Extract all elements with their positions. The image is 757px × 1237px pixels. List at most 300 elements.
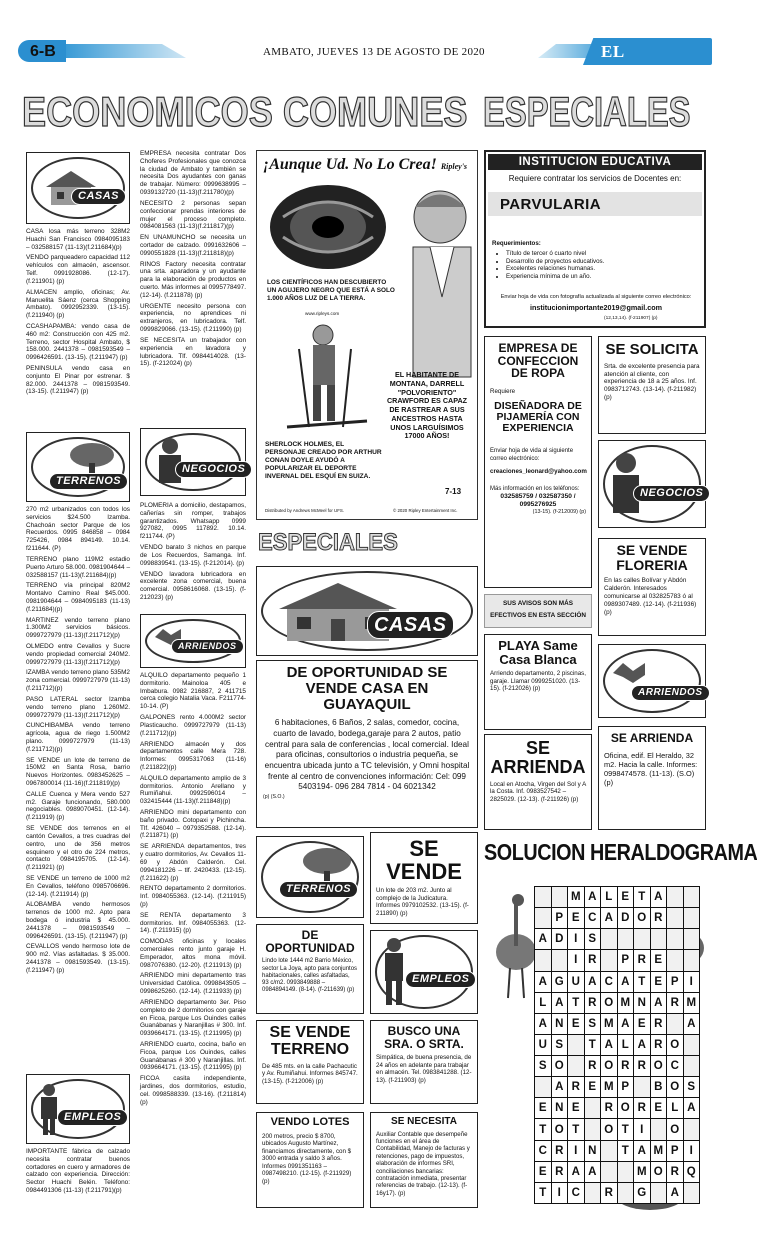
busco-body: Simpática, de buena presencia, de 24 años en adelante para trabajar en almacén. Tel. 0983841288. (12-13). (f-211903) (p) [376,1054,472,1084]
crossword-cell: A [634,1141,650,1161]
crossword-cell [667,887,683,907]
institucion-footer: Enviar hoja de vida con fotografía actualizada al siguiente correo electrónico: [500,294,692,300]
ripley-credit: Distributed by Andrews McMeel for UFS. [265,508,345,513]
classified-ad: SE VENDE dos terrenos en el cantón Cevallos, a tres cuadras del centro, uno de 356 metros esquinero y el otro de 224 metros, contacto 0984195705. (12-14). (f.211921) (p) [26,825,130,872]
crossword-cell: R [651,1035,667,1055]
crossword-cell: R [552,1141,568,1161]
casas-special-label: CASAS [367,611,454,639]
institucion-subtitle: Requiere contratar los servicios de Docentes en: [508,174,682,183]
ripley-site: www.ripleys.com [305,311,340,316]
crossword-cell: M [618,993,634,1013]
lotes-title: VENDO LOTES [270,1116,350,1128]
crossword-cell: A [618,972,634,992]
crossword-cell: B [651,1077,667,1097]
classified-ad: TERRENO plano 119M2 estadio Puerto Arturo 58.000. 0981904644 – 032588157 (11-13)(f.211684)(p) [26,555,130,579]
crossword-cell: T [634,887,650,907]
person-icon [609,451,643,515]
classified-ad: PENINSULA vendo casa en conjunto El Pinar por estrenar. $ 82.000. 2441378 – 0981593549. (13-15). (f.211947) (p) [26,365,130,396]
crossword-cell: O [601,993,617,1013]
crossword-cell: T [618,1141,634,1161]
classified-ad: ARRIENDO mini departamento con baño privado. Cotopaxi y Pichincha. Tlf. 426040 – 0979352588. (12-14). (f.211871) (p) [140,809,246,840]
crossword-cell: R [601,1098,617,1118]
crossword-cell: U [535,1035,551,1055]
institucion-ref: (12,13,14). (f-211907) (p) [604,316,658,321]
crossword-cell: P [618,1077,634,1097]
necesita-body: Auxiliar Contable que desempeñe funciones en el área de Contabilidad, Manejo de facturas y retenciones, pago de impuestos, elaboración de informes SRI, conciliaciones bancarias: contratación inmediata, presentar referencias de trabajo. (12-13). (f-16y17). (p) [376,1130,470,1197]
crossword-cell [667,950,683,970]
page-header [18,38,712,82]
floreria-title: SE VENDE FLORERIA [616,542,688,573]
classified-ad: MARTINEZ vendo terreno plano 1.300M2 servicios básicos. 0999727979 (11-13)(f.211712)(p) [26,616,130,640]
classified-ad: CASA losa más terreno 328M2 Huachi San Francisco 0984095183 – 032588157 (11-13)(f.211684)(p) [26,228,130,251]
crossword-cell [684,1119,700,1139]
black-hole-illustration [263,177,393,277]
crossword-cell [601,950,617,970]
classified-ad: CALLE Cuenca y Mera vendo 527 m2. Garaje funcionando, 580.000 negociables. 0989070451. (12-14). (f.211919) (p) [26,790,130,822]
crossword-cell: O [601,1056,617,1076]
requirement-item: • Desarrollo de proyectos educativos. [506,258,696,266]
confeccion-title: EMPRESA DE CONFECCION DE ROPA [497,341,579,381]
crossword-cell: G [552,972,568,992]
crossword-cell: E [634,1014,650,1034]
casas-category-header [26,152,130,224]
crossword-cell: R [651,1014,667,1034]
playa-title: PLAYA Same Casa Blanca [498,638,578,667]
crossword-cell: R [618,1056,634,1076]
crossword-cell: G [634,1183,650,1203]
crossword-cell: E [651,950,667,970]
crossword-cell [684,887,700,907]
crossword-cell: N [552,1014,568,1034]
crossword-cell: I [684,1141,700,1161]
skier-illustration [267,319,377,439]
crossword-cell: A [667,1183,683,1203]
negocios-right-header [598,440,706,528]
crossword-cell: R [634,1056,650,1076]
terrenos-mid-label: TERRENOS [279,881,358,898]
busco-ad [370,1020,478,1104]
se-arrienda-1-title: SE ARRIENDA [490,738,586,777]
crossword-cell: A [634,1035,650,1055]
crossword-cell: E [535,1098,551,1118]
institucion-req-label: Requerimientos: [492,240,541,247]
crossword-cell: A [568,1162,584,1182]
floreria-ad [598,538,706,636]
se-vende-title: SE VENDE [386,836,462,885]
classified-ad: URGENTE necesito persona con experiencia, no aprendices ni extranjeros, en lubricadora. Telf. 0999829066. (13-15). (f.211990) (p) [140,302,246,334]
institucion-role: PARVULARIA [500,196,601,213]
crossword-cell: M [634,1162,650,1182]
crossword-cell [667,1014,683,1034]
crossword-cell: R [585,950,601,970]
classified-ad: CEVALLOS vendo hermoso lote de 900 m2. Vías asfaltadas. $ 35.000. 2441378 – 0981593549. (13-15). (f.211947) (p) [26,943,130,974]
se-arrienda-1-body: Local en Atocha, Virgen del Sol y A la Costa. Inf. 0983527542 – 2825029. (12-13). (f-211926) (p) [490,780,586,803]
crossword-cell: O [651,1162,667,1182]
crossword-cell: A [585,972,601,992]
crossword-cell [585,1119,601,1139]
institucion-reqs [506,250,696,280]
crossword-cell [601,929,617,949]
classified-ad: SE ARRIENDA departamentos, tres y cuatro dormitorios, Av. Cevallos 11-69 y Abdón Calderón. Cel. 0994181226 – tlf. 2420433. (12-15). (f.211622) (p) [140,843,246,882]
terrenos-label: TERRENOS [49,473,128,490]
handshake-icon [611,659,647,685]
classified-ad: VENDO barato 3 nichos en parque de Los Recuerdos, Samanga. Inf. 0998839541. (13-15). (f-212014). (p) [140,544,246,567]
playa-body: Arriendo departamento, 2 piscinas, garaje. Llamar 0999251020. (13-15). (f-212026) (p) [490,670,586,693]
crossword-cell [585,1183,601,1203]
arriendos-category-header [140,614,246,668]
crossword-cell: L [601,887,617,907]
crossword-cell [651,1119,667,1139]
banner-left: ECONOMICOS COMUNES [22,88,468,135]
classified-ad: SE NECESITA un trabajador con experiencia en lavadora y lubricadora. Tlf. 0984414028. (13-15). (f-212024) (p) [140,336,246,368]
classified-ad: CCASHAPAMBA: vendo casa de 460 m2: Construcción con 425 m2. Terreno, sector Hospital Ambato, $ 158.000. 2441378 – 0981593549 – 0996426591. (13-15). (f.211947) (p) [26,322,130,362]
crossword-cell: O [651,1056,667,1076]
ripley-title-text: ¡Aunque Ud. No Lo Crea! [263,156,437,173]
crossword-cell: E [568,908,584,928]
empleos-label: EMPLEOS [57,1109,128,1126]
crossword-cell [535,1077,551,1097]
classified-ad: PASO LATERAL sector Izamba vendo terreno plano 1.260M2. 0999727979 (11-13)(f.211712)(p) [26,695,130,719]
crossword-cell: M [684,993,700,1013]
solicita-title: SE SOLICITA [605,341,699,358]
crossword-cell [684,1035,700,1055]
ripley-brand: Ripley's [440,162,468,171]
crossword-cell: P [618,950,634,970]
crossword-cell: M [601,1077,617,1097]
classified-ad: SE RENTA departamento 3 dormitorios. Inf. 0984055363. (12-14). (f.211915) (p) [140,911,246,935]
crossword-cell: T [618,1119,634,1139]
classified-ad: 270 m2 urbanizados con todos los servicios $24.500 Izamba. Chachoán sector Parque de los Recuerdos. 0995 846858 – 0984 725426, 0984 894149. 10.14. f211644. (P) [26,506,130,553]
tree-icon [299,845,355,885]
classified-ad: VENDO parqueadero capacidad 112 vehículos con almacén, ascensor. Telf. 0991928086. (12-17). (f.211901) (p) [26,254,130,285]
ripley-title [263,155,473,175]
crossword-cell: E [568,1014,584,1034]
crossword-cell: O [552,1056,568,1076]
crossword-cell: O [618,1098,634,1118]
classified-ad: RINOS Factory necesita contratar una srta. aparadora y un ayudante para la elaboración de productos en cuerto. Más informes al 0995778497. (12-14). (f.211878) (p) [140,260,246,299]
crossword-cell [568,1035,584,1055]
avisos-banner-text: SUS AVISOS SON MÁS EFECTIVOS EN ESTA SECCIÓN [490,600,586,619]
crossword-cell: E [651,972,667,992]
lotes-body: 200 metros, precio $ 8700, ubicados Augusto Martínez, financiamos directamente, con $ 3000 entrada y saldo 3 años. Informes 0991351163 – 0987498210. (12-15). (f-211929) (p) [262,1132,352,1185]
classified-ad: EN UNAMUNCHO se necesita un cortador de calzado. 0991632606 – 0990551828 (11-13)(f.211818)(p) [140,234,246,257]
necesita-ad [370,1112,478,1208]
terreno-vende-body: De 485 mts. en la calle Pachacutic y Av. Rumiñahui. Informes 845747. (13-15). (f-212006) (p) [262,1062,358,1085]
crossword-cell: M [651,1141,667,1161]
crossword-cell [601,1141,617,1161]
confeccion-phones: 032585759 / 032587350 / 0995276925 [500,492,576,508]
playa-ad [484,634,592,730]
crossword-cell: U [568,972,584,992]
lotes-ad [256,1112,364,1208]
classified-ad: OLMEDO entre Cevallos y Sucre vendo propiedad comercial 240M2. 0999727979 (11-13)(f.211712)(p) [26,643,130,666]
oportunidad-ad [256,924,364,1014]
especiales-header: ESPECIALES [258,529,398,556]
section-banner [18,86,718,134]
classified-ad: CUNCHIBAMBA vendo terreno agrícola, agua de riego 1.500M2 plano. 0999727979 (11-13)(f.211712)(p) [26,722,130,753]
crossword-cell: P [667,972,683,992]
crossword-cell [568,1056,584,1076]
crossword-cell: S [552,1035,568,1055]
crossword-cell: L [667,1098,683,1118]
date-line: AMBATO, JUEVES 13 DE AGOSTO DE 2020 [263,46,485,58]
crossword-cell: P [552,908,568,928]
empleos-category-header [26,1074,130,1144]
confeccion-phones-label: Más información en los teléfonos: [490,485,580,492]
classified-ad: SE VENDE un lote de terreno de 150M2 en Santa Rosa, barrio Nuevos Horizontes. 0983452625 – 0967800014 (11-16)(f.211819)(p) [26,756,130,787]
crossword-cell: R [552,1162,568,1182]
crossword-cell: M [601,1014,617,1034]
crossword-cell: R [667,1162,683,1182]
arriendos-right-label: ARRIENDOS [631,685,710,701]
guayaquil-body: 6 habitaciones, 6 Baños, 2 salas, comedor, cocina, cuarto de lavado, bodega,garaje para 2 autos, patio central para sala de conferencias , local comercial. Ideal para oficinas, consultorios o industria pequeña, se encuentra ubicada junto a TC televisión, y Omni hospital frente al centro de convenciones información: Cel: 099 5403194- 096 284 7814 - 04 6021342 [264,718,470,792]
crossword-cell: R [667,993,683,1013]
crossword-cell: A [684,1098,700,1118]
classified-ad: ARRIENDO departamento 3er. Piso completo de 2 dormitorios con garaje en Ficoa, parque Los Ouindes calles Guanábanas y Naranjillas # 300. Inf. 0939664171. (13-15). (f.211995) (p) [140,998,246,1038]
classified-ad: ALQUILO departamento amplio de 3 dormitorios. Antonio Arellano y Rumiñahui. 0992596014 – 032415444 (11-13)(f.211848)(p) [140,774,246,806]
crossword-cell [684,950,700,970]
guayaquil-ref: (p) (S.O.) [263,793,285,800]
empleos-ads-col1 [26,1148,130,1198]
classified-ad: GALPONES rento 4.000M2 sector Plasticaucho. 0999727979 (11-13) (f.211712)(p) [140,714,246,737]
crossword-cell: D [552,929,568,949]
crossword-cell: S [585,1014,601,1034]
crossword-cell [552,887,568,907]
crossword-cell: A [535,1014,551,1034]
terrenos-mid-header [256,836,364,918]
crossword-cell [684,1056,700,1076]
crossword-cell: R [634,1098,650,1118]
crossword-cell: L [618,1035,634,1055]
necesita-title: SE NECESITA [391,1116,457,1127]
terrenos-ads [26,506,130,978]
crossword-cell: I [568,1141,584,1161]
crossword-cell: R [585,1056,601,1076]
crossword-cell: C [585,908,601,928]
crossword-cell [618,1183,634,1203]
ripley-fact-3: EL HABITANTE DE MONTANA, DARRELL "POLVORIENTO" CRAWFORD ES CAPAZ DE RASTREAR A SUS ANCESTROS HASTA UNOS LARGUÍSIMOS 17000 AÑOS! [386,370,468,441]
crossword-cell: O [667,1119,683,1139]
classified-ad: EMPRESA necesita contratar Dos Choferes Profesionales que conozca la ciudad de Ambato y también se necesita Dos ayudantes con ganas de trabajar. Número: 0999638995 – 0939132720 (11-13)(f.211780)(p) [140,150,246,197]
crossword-cell: I [568,950,584,970]
tree-icon [67,441,117,477]
classified-ad: IZAMBA vendo terreno plano 535M2 zona comercial. 0999727979 (11-13) (f.211712)(p) [26,669,130,693]
crossword-cell: N [634,993,650,1013]
crossword-cell: C [568,1183,584,1203]
crossword-cell: O [634,908,650,928]
classified-ad: SE VENDE un terreno de 1000 m2 En Cevallos, teléfono 0985706696. (12-14). (f.211914) (p) [26,874,130,898]
terrenos-category-header [26,432,130,502]
classified-ad: ALMACEN amplio, oficinas; Av. Manuelita Sáenz (cerca Shopping Ambato). 0992952339. (13-15). (f.211940) (p) [26,288,130,320]
negocios-right-label: NEGOCIOS [633,485,710,502]
crossword-cell: E [651,1098,667,1118]
ripley-copyright: © 2020 Ripley Entertainment Inc. [393,508,458,513]
crossword-cell: A [651,887,667,907]
classified-ad: IMPORTANTE fábrica de calzado necesita contratar buenos cortadores en cuero y armadores de calzado con experiencia. Dirección: Sector Huachi Belén. Teléfono: 0984491306 (11-13) (f.211791)(p) [26,1148,130,1195]
crossword-cell [535,887,551,907]
crossword-cell: I [634,1119,650,1139]
confeccion-ad [484,336,592,588]
crossword-cell: T [535,1183,551,1203]
crossword-cell: A [585,1162,601,1182]
guayaquil-ad [256,660,478,828]
crossword-cell: Q [684,1162,700,1182]
man-portrait [395,177,475,377]
negocios-category-header [140,428,246,496]
classified-ad: FICOA casita independiente, jardines, dos dormitorios, estudio, cel. 0998588339. (13-16). (f.211814) (p) [140,1075,246,1106]
empleos-mid-label: EMPLEOS [405,971,476,988]
requirement-item: • Excelentes relaciones humanas. [506,265,696,273]
crossword-cell [634,1077,650,1097]
confeccion-send: Enviar hoja de vida al siguiente correo electrónico: [490,448,574,462]
banner-right: ESPECIALES [483,88,691,135]
crossword-cell: C [601,972,617,992]
crossword-cell [684,908,700,928]
crossword-cell [535,950,551,970]
crossword-cell: T [535,1119,551,1139]
se-arrienda-ad-2 [598,726,706,830]
crossword-cell: E [568,1098,584,1118]
classified-ad: ARRIENDO almacén y dos departamentos calle Mera 728. Informes: 0995317063 (11-16)(f.211822)(p) [140,740,246,771]
busco-title: BUSCO UNA SRA. O SRTA. [384,1024,464,1051]
institucion-title: INSTITUCION EDUCATIVA [488,154,702,170]
se-vende-ad [370,832,478,924]
crossword-cell: O [667,1077,683,1097]
casas-ads [26,228,130,399]
crossword-cell: T [585,1035,601,1055]
classified-ad: PLOMERIA a domicilio, destapamos, cañerías sin romper, trabajos garantizados. Whatsapp 0999 927082, 0995 117892. 10.14. f211744. (P) [140,502,246,541]
crossword-cell [651,1183,667,1203]
confeccion-email: creaciones_leonard@yahoo.com [490,468,587,476]
se-arrienda-2-title: SE ARRIENDA [610,731,694,745]
crossword-cell: E [618,887,634,907]
negocios-label: NEGOCIOS [175,461,252,478]
confeccion-role: DISEÑADORA DE PIJAMERÍA CON EXPERIENCIA [494,400,582,435]
arriendos-ads [140,672,246,1109]
crossword-cell [684,1183,700,1203]
crossword-cell: A [535,972,551,992]
terreno-vende-ad [256,1020,364,1104]
crossword-cell: C [667,1056,683,1076]
businessman-icon [381,937,407,1007]
businessman-icon [37,1083,61,1137]
requirement-item: • Experiencia mínima de un año. [506,273,696,281]
crossword-cell: O [667,1035,683,1055]
confeccion-ref: (13-15). (f-212009) (p) [532,508,586,515]
ripley-fact-2: SHERLOCK HOLMES, EL PERSONAJE CREADO POR ARTHUR CONAN DOYLE AYUDÓ A POPULARIZAR EL DEPORTE INVERNAL DEL ESQUÍ EN SUIZA. [265,441,382,481]
ripley-cartoon [256,150,478,520]
crossword-cell: A [601,1035,617,1055]
confeccion-requiere: Requiere [490,387,516,395]
crossword-cell: S [684,1077,700,1097]
requirement-item: • Título de tercer ó cuarto nivel [506,250,696,258]
crossword-cell: E [585,1077,601,1097]
solicita-ad [598,336,706,434]
arriendos-label: ARRIENDOS [171,639,244,654]
institucion-email: institucionimportante2019@gmail.com [529,303,663,312]
crossword-cell: A [651,993,667,1013]
classified-ad: NECESITO 2 personas sepan confeccionar prendas interiores de mujer el proceso completo. 0984081563 (11-13)(f.211817)(p) [140,199,246,231]
crossword-cell: A [585,887,601,907]
oportunidad-title: DE OPORTUNIDAD [265,928,355,955]
crossword-cell: A [535,929,551,949]
crossword-cell [634,929,650,949]
crossword-cell: S [535,1056,551,1076]
crossword-cell: A [684,1014,700,1034]
se-arrienda-2-body: Oficina, edif. El Heraldo, 32 m2. Hacia la calle. Informes: 0998474578. (11-13). (S.O) (p) [604,750,698,787]
crossword-cell: I [552,1183,568,1203]
classified-ad: ARRIENDO cuarto, cocina, baño en Ficoa, parque Los Ouindes, calles Guanábanas # 300 y Naranjillas. Inf. 0939664171. (13-15). (f.211995) (p) [140,1040,246,1072]
crossword-cell: R [568,1077,584,1097]
crossword-cell: A [552,1077,568,1097]
crossword-cell: D [618,908,634,928]
crossword-cell [618,929,634,949]
classified-ad: COMODAS oficinas y locales comerciales rento junto garaje H. Emperador, altos mona móvil. 0987076380. (12-20). (f.211913) (p) [140,938,246,969]
crossword-cell: R [601,1183,617,1203]
ripley-code: 7-13 [445,487,462,496]
crossword-cell: T [568,1119,584,1139]
crossword-cell [618,1162,634,1182]
classified-ad: RENTO departamento 2 dormitorios. Inf. 0984055363. (12-14). (f.211915) (p) [140,885,246,908]
casas-label: CASAS [71,188,126,205]
terreno-vende-title: SE VENDE TERRENO [269,1024,351,1058]
institucion-ad [484,150,706,328]
avisos-banner [484,594,592,628]
casas-special-header [256,566,478,656]
classified-ad: ARRIENDO mini departamento tras Universidad Católica. 0998843505 – 0998625260. (12-14). (f.211933) (p) [140,972,246,996]
crossword-cell: A [552,993,568,1013]
ripley-fact-1: LOS CIENTÍFICOS HAN DESCUBIERTO UN AGUJERO NEGRO QUE ESTÁ A SOLO 1.000 AÑOS LUZ DE LA TIERRA. [267,279,395,302]
crossword-cell: O [601,1119,617,1139]
crossword-cell: R [634,950,650,970]
crossword-cell [667,908,683,928]
arriendos-right-header [598,644,706,718]
crossword-cell [601,1162,617,1182]
crossword-cell [684,929,700,949]
crossword-cell [552,950,568,970]
crossword-cell: O [552,1119,568,1139]
oportunidad-body: Lindo lote 1444 m2 Barrio México, sector La Joya, apto para conjuntos habitacionales, calles asfaltadas, 93 c/m2. 0993849888 – 0984894149. (8-14). (f-211639) (p) [262,958,358,994]
crossword-cell [651,929,667,949]
crossword-cell: A [601,908,617,928]
crossword-cell: C [535,1141,551,1161]
crossword-cell: M [568,887,584,907]
header-bar [66,44,186,58]
solicita-body: Srta. de excelente presencia para atención al cliente, con experiencia de 18 a 25 años. Inf. 0983712743. (13-14). (f-211982) (p) [604,362,700,401]
crossword-cell [535,908,551,928]
empleos-ads-col2 [140,150,246,371]
crossword-cell [585,1098,601,1118]
classified-ad: ALOBAMBA vendo hermosos terrenos de 1000 m2. Apto para bodega ó industria $ 45.000. 2441378 – 0981593549 – 0996426591. (13-15). (f.211947) (p) [26,901,130,940]
crossword-cell [667,929,683,949]
crossword-cell: N [552,1098,568,1118]
classified-ad: VENDO lavadora lubricadora en excelente zona comercial, buena comercial. 0958616068. (13-15). (f-212023) (p) [140,570,246,601]
guayaquil-title: DE OPORTUNIDAD SE VENDE CASA EN GUAYAQUIL [286,664,448,713]
crossword-cell: T [634,972,650,992]
se-vende-body: Un lote de 203 m2. Junto al complejo de la Judicatura. Informes 0979102532. (13-15). (f-211890) (p) [376,887,469,917]
page-number: 6-B [30,43,56,60]
crossword-cell: I [568,929,584,949]
classified-ad: ALQUILO departamento pequeño 1 dormitorio. Mainoloa 405 e Imbabura. 0982 216887, 2 411715 cerca colegio Natalia Vaca. F211774- 10-14. (P) [140,672,246,711]
crossword-title: SOLUCION HERALDOGRAMA [484,839,757,865]
crossword-cell: L [535,993,551,1013]
crossword-cell: P [667,1141,683,1161]
empleos-mid-header [370,930,478,1014]
se-arrienda-ad-1 [484,734,592,830]
crossword-grid [534,886,700,1204]
floreria-body: En las calles Bolívar y Abdón Calderón. Interesados comunicarse al 032825783 ó al 0989307489. (12-14). (f-211936) (p) [604,577,697,616]
negocios-ads [140,502,246,605]
